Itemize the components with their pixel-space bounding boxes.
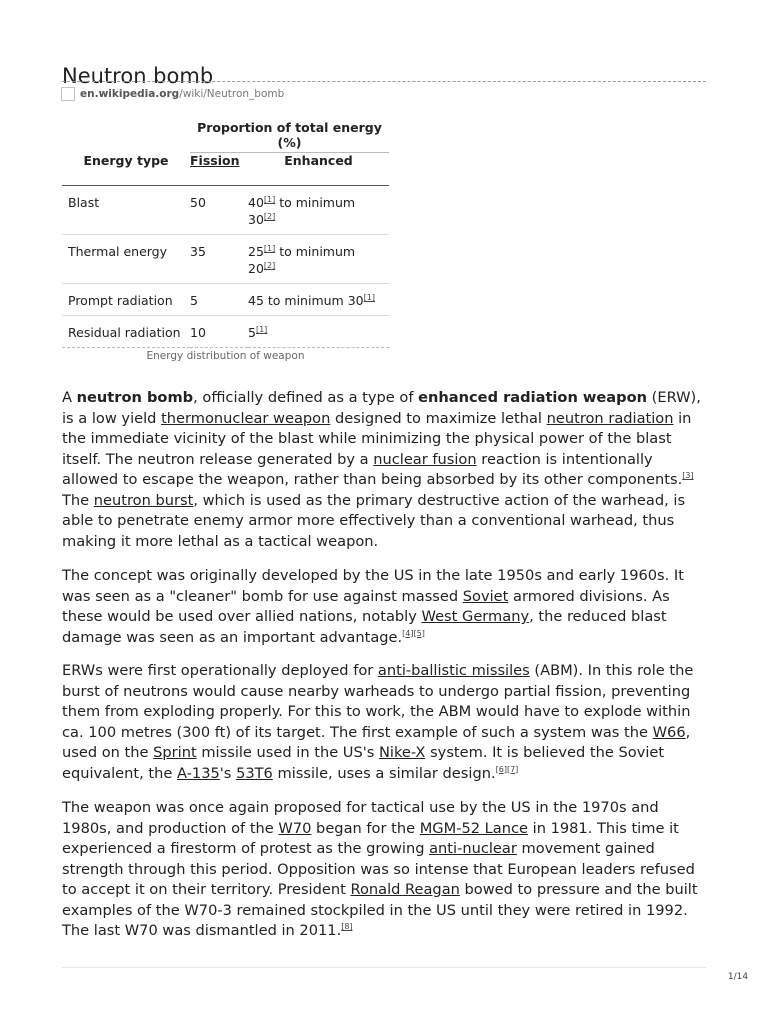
citation-link[interactable]: [6] xyxy=(495,764,507,774)
source-line xyxy=(61,86,284,102)
anti-nuclear-link[interactable]: anti-nuclear xyxy=(429,840,517,857)
citation-link[interactable]: [1] xyxy=(263,194,276,204)
w70-link[interactable]: W70 xyxy=(278,819,312,837)
energy-table xyxy=(62,120,389,348)
source-url[interactable]: en.wikipedia.org/wiki/Neutron_bomb xyxy=(80,88,285,100)
ronald-reagan-link[interactable]: Ronald Reagan xyxy=(350,881,460,898)
paragraph-1: A neutron bomb, officially defined as a type of enhanced radiation weapon (ERW), is a low yield thermonuclear weapon designed to maximize lethal neutron radiation in the immediate vicinity of the blast while minimizing the physical power of the blast itself. The neutron release generated by a nuclear fusion reaction is intentionally allowed to escape the weapon, rather than being absorbed by its other components.[3] The neutron burst, which is used as the primary destructive action of the warhead, is able to penetrate enemy armor more effectively than a conventional warhead, thus making it more lethal as a tactical weapon. xyxy=(62,389,701,550)
cell-enhanced: 40[1] to minimum 30[2] xyxy=(248,186,389,235)
neutron-burst-link[interactable]: neutron burst xyxy=(93,491,194,509)
53t6-link[interactable]: 53T6 xyxy=(236,764,273,782)
citation-link[interactable]: [8] xyxy=(341,922,353,932)
soviet-link[interactable]: Soviet xyxy=(462,587,509,605)
citation-link[interactable]: [1] xyxy=(363,292,375,302)
sprint-link[interactable]: Sprint xyxy=(153,744,197,761)
table-caption: Energy distribution of weapon xyxy=(146,350,305,362)
citation-link[interactable]: [2] xyxy=(263,211,276,221)
cell-energy-type: Residual radiation xyxy=(62,316,190,348)
col-header-fission xyxy=(190,153,248,186)
citation-link[interactable]: [5] xyxy=(413,628,425,638)
cell-enhanced: 45 to minimum 30[1] xyxy=(248,284,389,316)
cell-enhanced: 5[1] xyxy=(248,316,389,348)
cell-energy-type: Blast xyxy=(62,186,190,235)
page-title: Neutron bomb xyxy=(62,64,214,89)
favicon-icon xyxy=(61,87,75,101)
col-header-energy-type: Energy type xyxy=(62,153,190,186)
nike-x-link[interactable]: Nike-X xyxy=(379,744,426,761)
citation-link[interactable]: [2] xyxy=(263,260,276,270)
cell-enhanced: 25[1] to minimum 20[2] xyxy=(248,235,389,284)
cell-energy-type: Prompt radiation xyxy=(62,284,190,316)
table-row xyxy=(62,316,389,348)
neutron-radiation-link[interactable]: neutron radiation xyxy=(546,409,674,427)
nuclear-fusion-link[interactable]: nuclear fusion xyxy=(373,450,477,468)
citation-link[interactable]: [4] xyxy=(402,628,414,638)
a-135-link[interactable]: A-135 xyxy=(177,764,220,782)
col-header-enhanced: Enhanced xyxy=(248,153,389,186)
paragraph-4: The weapon was once again proposed for tactical use by the US in the 1970s and 1980s, and production of the W70 began for the MGM-52 Lance in 1981. This time it experienced a firestorm of protest as the growing anti-nuclear movement gained strength through this period. Opposition was so intense that European leaders refused to accept it on their territory. President Ronald Reagan bowed to pressure and the built examples of the W70-3 remained stockpiled in the US until they were retired in 1992. The last W70 was dismantled in 2011.[8] xyxy=(62,799,698,939)
cell-energy-type: Thermal energy xyxy=(62,235,190,284)
title-divider xyxy=(62,81,706,82)
table-group-header: Proportion of total energy (%) xyxy=(190,120,389,153)
table-row xyxy=(62,284,389,316)
cell-fission: 5 xyxy=(190,284,248,316)
citation-link[interactable]: [1] xyxy=(263,243,276,253)
mgm-52-lance-link[interactable]: MGM-52 Lance xyxy=(419,819,528,837)
cell-fission: 10 xyxy=(190,316,248,348)
paragraph-3: ERWs were first operationally deployed for anti-ballistic missiles (ABM). In this role the burst of neutrons would cause nearby warheads to undergo partial fission, preventing them from exploding properly. For this to work, the ABM would have to explode within ca. 100 metres (300 ft) of its target. The first example of such a system was the W66, used on the Sprint missile used in the US's Nike-X system. It is believed the Soviet equivalent, the A-135's 53T6 missile, uses a similar design.[6][7] xyxy=(62,662,694,782)
citation-link[interactable]: [1] xyxy=(255,324,268,334)
citation-link[interactable]: [3] xyxy=(682,471,694,481)
fission-link[interactable]: Fission xyxy=(190,153,240,168)
citation-link[interactable]: [7] xyxy=(506,764,519,774)
thermonuclear-weapon-link[interactable]: thermonuclear weapon xyxy=(161,409,331,427)
cell-fission: 35 xyxy=(190,235,248,284)
footer-divider xyxy=(62,967,706,968)
west-germany-link[interactable]: West Germany xyxy=(421,608,530,625)
anti-ballistic-missiles-link[interactable]: anti-ballistic missiles xyxy=(377,662,530,679)
page-number: 1/14 xyxy=(727,972,749,982)
paragraph-2: The concept was originally developed by the US in the late 1950s and early 1960s. It was seen as a "cleaner" bomb for use against massed Soviet armored divisions. As these would be used over allied nations, notably West Germany, the reduced blast damage was seen as an important advantage.[4][5] xyxy=(62,567,684,646)
table-row xyxy=(62,235,389,284)
w66-link[interactable]: W66 xyxy=(652,723,686,741)
table-row xyxy=(62,186,389,235)
cell-fission: 50 xyxy=(190,186,248,235)
